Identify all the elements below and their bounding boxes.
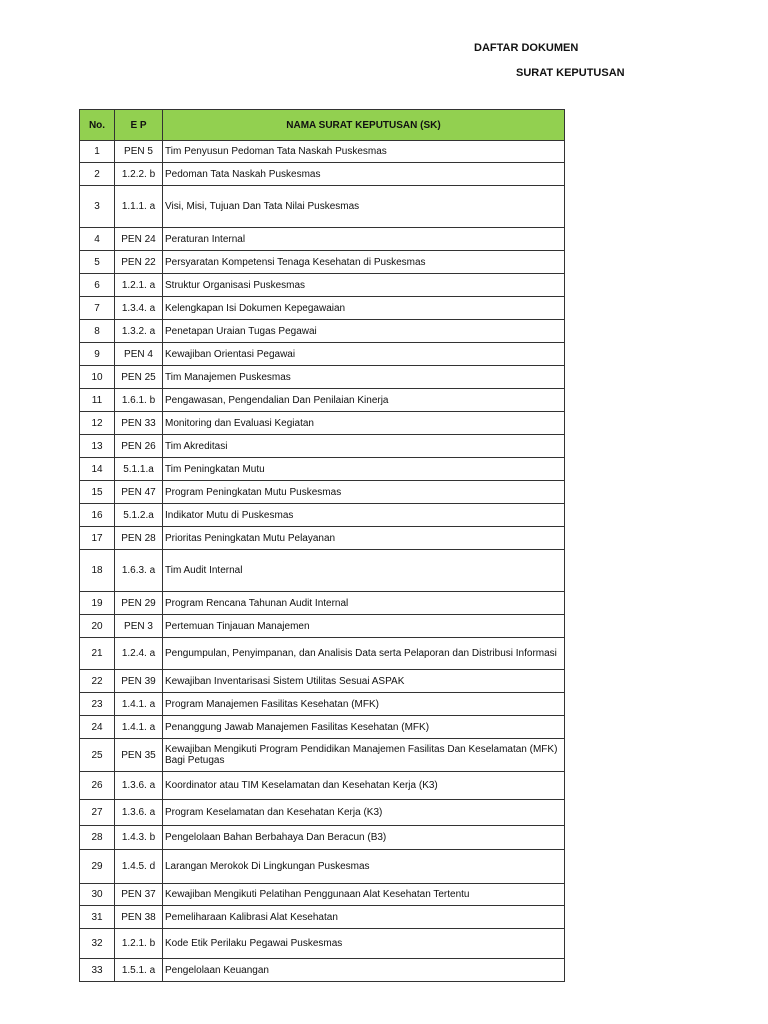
row-number: 24 [80,716,115,739]
sk-name: Peraturan Internal [163,228,565,251]
ep-code: PEN 33 [115,412,163,435]
sk-name: Larangan Merokok Di Lingkungan Puskesmas [163,850,565,884]
ep-code: PEN 22 [115,251,163,274]
ep-code: 1.4.1. a [115,693,163,716]
table-row [80,800,565,826]
ep-code: PEN 29 [115,592,163,615]
sk-name: Penetapan Uraian Tugas Pegawai [163,320,565,343]
ep-code: PEN 26 [115,435,163,458]
sk-name: Visi, Misi, Tujuan Dan Tata Nilai Puskesmas [163,186,565,228]
row-number: 8 [80,320,115,343]
row-number: 28 [80,826,115,850]
header-ep: E P [115,110,163,141]
ep-code: 1.2.1. a [115,274,163,297]
ep-code: PEN 47 [115,481,163,504]
table-row [80,739,565,772]
ep-code: 5.1.1.a [115,458,163,481]
table-row [80,274,565,297]
table-row [80,320,565,343]
row-number: 27 [80,800,115,826]
row-number: 16 [80,504,115,527]
row-number: 13 [80,435,115,458]
sk-name: Pengelolaan Keuangan [163,959,565,982]
ep-code: PEN 35 [115,739,163,772]
ep-code: 1.1.1. a [115,186,163,228]
row-number: 11 [80,389,115,412]
ep-code: 1.2.4. a [115,638,163,670]
row-number: 19 [80,592,115,615]
ep-code: 1.2.1. b [115,929,163,959]
table-row [80,615,565,638]
ep-code: 1.3.2. a [115,320,163,343]
sk-table [79,109,565,982]
row-number: 18 [80,550,115,592]
ep-code: 1.5.1. a [115,959,163,982]
ep-code: PEN 37 [115,884,163,906]
sk-name: Kewajiban Mengikuti Program Pendidikan Manajemen Fasilitas Dan Keselamatan (MFK) Bagi Petugas [163,739,565,772]
ep-code: 1.3.4. a [115,297,163,320]
table-row [80,850,565,884]
row-number: 21 [80,638,115,670]
table-row [80,481,565,504]
row-number: 30 [80,884,115,906]
row-number: 1 [80,141,115,163]
table-row [80,638,565,670]
sk-name: Pemeliharaan Kalibrasi Alat Kesehatan [163,906,565,929]
table-row [80,716,565,739]
row-number: 25 [80,739,115,772]
row-number: 7 [80,297,115,320]
sk-name: Indikator Mutu di Puskesmas [163,504,565,527]
row-number: 12 [80,412,115,435]
table-row [80,693,565,716]
header-no: No. [80,110,115,141]
row-number: 5 [80,251,115,274]
ep-code: 5.1.2.a [115,504,163,527]
table-row [80,826,565,850]
document-subtitle: SURAT KEPUTUSAN [516,67,625,79]
ep-code: 1.4.5. d [115,850,163,884]
table-row [80,458,565,481]
row-number: 9 [80,343,115,366]
sk-name: Program Rencana Tahunan Audit Internal [163,592,565,615]
sk-name: Kewajiban Inventarisasi Sistem Utilitas Sesuai ASPAK [163,670,565,693]
table-row [80,670,565,693]
ep-code: PEN 38 [115,906,163,929]
table-body [80,141,565,982]
row-number: 22 [80,670,115,693]
ep-code: PEN 4 [115,343,163,366]
table-row [80,251,565,274]
row-number: 33 [80,959,115,982]
table-row [80,343,565,366]
table-row [80,550,565,592]
row-number: 23 [80,693,115,716]
ep-code: PEN 3 [115,615,163,638]
sk-name: Kewajiban Orientasi Pegawai [163,343,565,366]
sk-name: Program Keselamatan dan Kesehatan Kerja (K3) [163,800,565,826]
row-number: 10 [80,366,115,389]
table-row [80,297,565,320]
sk-name: Pertemuan Tinjauan Manajemen [163,615,565,638]
row-number: 15 [80,481,115,504]
row-number: 26 [80,772,115,800]
row-number: 20 [80,615,115,638]
table-row [80,389,565,412]
table-row [80,163,565,186]
sk-name: Koordinator atau TIM Keselamatan dan Kesehatan Kerja (K3) [163,772,565,800]
ep-code: 1.6.3. a [115,550,163,592]
sk-name: Persyaratan Kompetensi Tenaga Kesehatan di Puskesmas [163,251,565,274]
table-row [80,228,565,251]
table-row [80,592,565,615]
row-number: 4 [80,228,115,251]
ep-code: PEN 39 [115,670,163,693]
sk-name: Pengelolaan Bahan Berbahaya Dan Beracun (B3) [163,826,565,850]
ep-code: 1.4.1. a [115,716,163,739]
table-row [80,772,565,800]
ep-code: 1.2.2. b [115,163,163,186]
ep-code: PEN 28 [115,527,163,550]
row-number: 6 [80,274,115,297]
table-row [80,412,565,435]
row-number: 17 [80,527,115,550]
sk-name: Pengawasan, Pengendalian Dan Penilaian Kinerja [163,389,565,412]
table-row [80,884,565,906]
table-row [80,186,565,228]
ep-code: PEN 5 [115,141,163,163]
table-row [80,366,565,389]
row-number: 32 [80,929,115,959]
table-row [80,527,565,550]
ep-code: 1.6.1. b [115,389,163,412]
row-number: 2 [80,163,115,186]
row-number: 29 [80,850,115,884]
table-row [80,959,565,982]
sk-name: Program Peningkatan Mutu Puskesmas [163,481,565,504]
sk-name: Tim Manajemen Puskesmas [163,366,565,389]
table-row [80,435,565,458]
row-number: 31 [80,906,115,929]
ep-code: 1.4.3. b [115,826,163,850]
sk-name: Prioritas Peningkatan Mutu Pelayanan [163,527,565,550]
sk-name: Tim Akreditasi [163,435,565,458]
ep-code: PEN 25 [115,366,163,389]
table-header-row [80,110,565,141]
table-row [80,141,565,163]
sk-name: Program Manajemen Fasilitas Kesehatan (MFK) [163,693,565,716]
sk-name: Pedoman Tata Naskah Puskesmas [163,163,565,186]
sk-name: Kelengkapan Isi Dokumen Kepegawaian [163,297,565,320]
table-row [80,906,565,929]
sk-name: Struktur Organisasi Puskesmas [163,274,565,297]
sk-name: Pengumpulan, Penyimpanan, dan Analisis Data serta Pelaporan dan Distribusi Informasi [163,638,565,670]
sk-name: Tim Penyusun Pedoman Tata Naskah Puskesmas [163,141,565,163]
sk-name: Kewajiban Mengikuti Pelatihan Penggunaan Alat Kesehatan Tertentu [163,884,565,906]
sk-name: Tim Audit Internal [163,550,565,592]
header-name: NAMA SURAT KEPUTUSAN (SK) [163,110,565,141]
ep-code: 1.3.6. a [115,800,163,826]
sk-name: Monitoring dan Evaluasi Kegiatan [163,412,565,435]
sk-name: Kode Etik Perilaku Pegawai Puskesmas [163,929,565,959]
table-row [80,929,565,959]
ep-code: PEN 24 [115,228,163,251]
row-number: 14 [80,458,115,481]
ep-code: 1.3.6. a [115,772,163,800]
row-number: 3 [80,186,115,228]
sk-name: Penanggung Jawab Manajemen Fasilitas Kesehatan (MFK) [163,716,565,739]
table-row [80,504,565,527]
document-title: DAFTAR DOKUMEN [474,42,579,54]
sk-name: Tim Peningkatan Mutu [163,458,565,481]
